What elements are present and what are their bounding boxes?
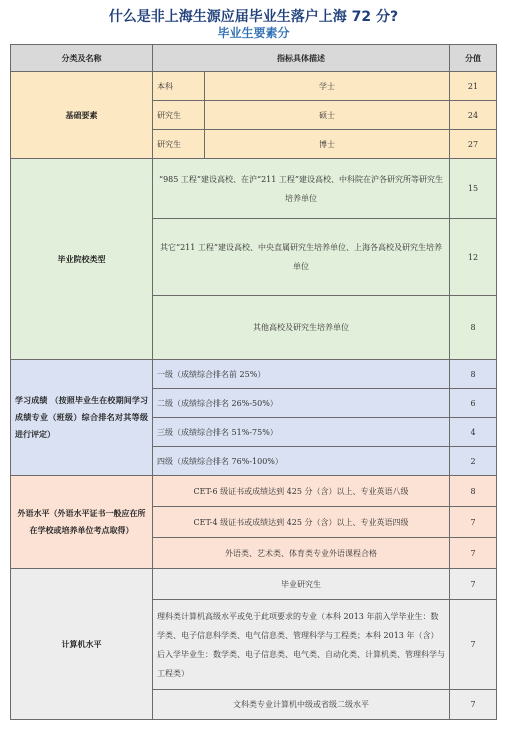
header-score: 分值 [450, 45, 497, 72]
degree-name: 博士 [205, 130, 450, 159]
category-computer: 计算机水平 [11, 569, 153, 720]
school-description: “985 工程”建设高校、在沪“211 工程”建设高校、中科院在沪各研究所等研究生培养单位 [153, 159, 450, 219]
score: 6 [450, 389, 497, 418]
score: 8 [450, 476, 497, 507]
computer-description: 毕业研究生 [153, 569, 450, 600]
degree-name: 学士 [205, 72, 450, 101]
header-description: 指标具体描述 [153, 45, 450, 72]
score: 15 [450, 159, 497, 219]
category-grades: 学习成绩 （按照毕业生在校期间学习成绩专业（班级）综合排名对其等级进行评定） [11, 360, 153, 476]
score: 8 [450, 360, 497, 389]
english-description: 外语类、艺术类、体育类专业外语课程合格 [153, 538, 450, 569]
table-header-row [11, 45, 497, 72]
table-row [11, 476, 497, 507]
degree-level: 本科 [153, 72, 205, 101]
school-description: 其他高校及研究生培养单位 [153, 296, 450, 360]
table-row [11, 72, 497, 101]
page-title: 什么是非上海生源应届毕业生落户上海 72 分? [108, 9, 399, 25]
score: 4 [450, 418, 497, 447]
score: 7 [450, 690, 497, 720]
score: 7 [450, 538, 497, 569]
computer-description: 文科类专业计算机中级或省级二级水平 [153, 690, 450, 720]
score: 27 [450, 130, 497, 159]
score: 24 [450, 101, 497, 130]
category-english: 外语水平（外语水平证书一般应在所在学校或培养单位考点取得） [11, 476, 153, 569]
requirements-table [10, 44, 497, 720]
grade-description: 三级（成绩综合排名 51%-75%） [153, 418, 450, 447]
grade-description: 二级（成绩综合排名 26%-50%） [153, 389, 450, 418]
category-basic: 基础要素 [11, 72, 153, 159]
score: 7 [450, 569, 497, 600]
score: 8 [450, 296, 497, 360]
school-description: 其它“211 工程”建设高校、中央直属研究生培养单位、上海各高校及研究生培养单位 [153, 219, 450, 296]
grade-description: 一级（成绩综合排名前 25%） [153, 360, 450, 389]
score: 7 [450, 507, 497, 538]
header-category: 分类及名称 [11, 45, 153, 72]
table-row [11, 360, 497, 389]
table-row [11, 569, 497, 600]
score: 2 [450, 447, 497, 476]
english-description: CET-4 级证书或成绩达到 425 分（含）以上、专业英语四级 [153, 507, 450, 538]
grade-description: 四级（成绩综合排名 76%-100%） [153, 447, 450, 476]
table-row [11, 159, 497, 219]
degree-name: 硕士 [205, 101, 450, 130]
score: 12 [450, 219, 497, 296]
computer-description: 理科类计算机高级水平或免于此项要求的专业（本科 2013 年前入学毕业生：数学类、电子信息科学类、电气信息类、管理科学与工程类；本科 2013 年（含）后入学毕业生：数学类、电子信息类、电气类、自动化类、计算机类、管理科学与工程类） [153, 600, 450, 690]
english-description: CET-6 级证书或成绩达到 425 分（含）以上、专业英语八级 [153, 476, 450, 507]
category-school: 毕业院校类型 [11, 159, 153, 360]
degree-level: 研究生 [153, 101, 205, 130]
score: 21 [450, 72, 497, 101]
score: 7 [450, 600, 497, 690]
page-subtitle: 毕业生要素分 [217, 26, 290, 40]
degree-level: 研究生 [153, 130, 205, 159]
